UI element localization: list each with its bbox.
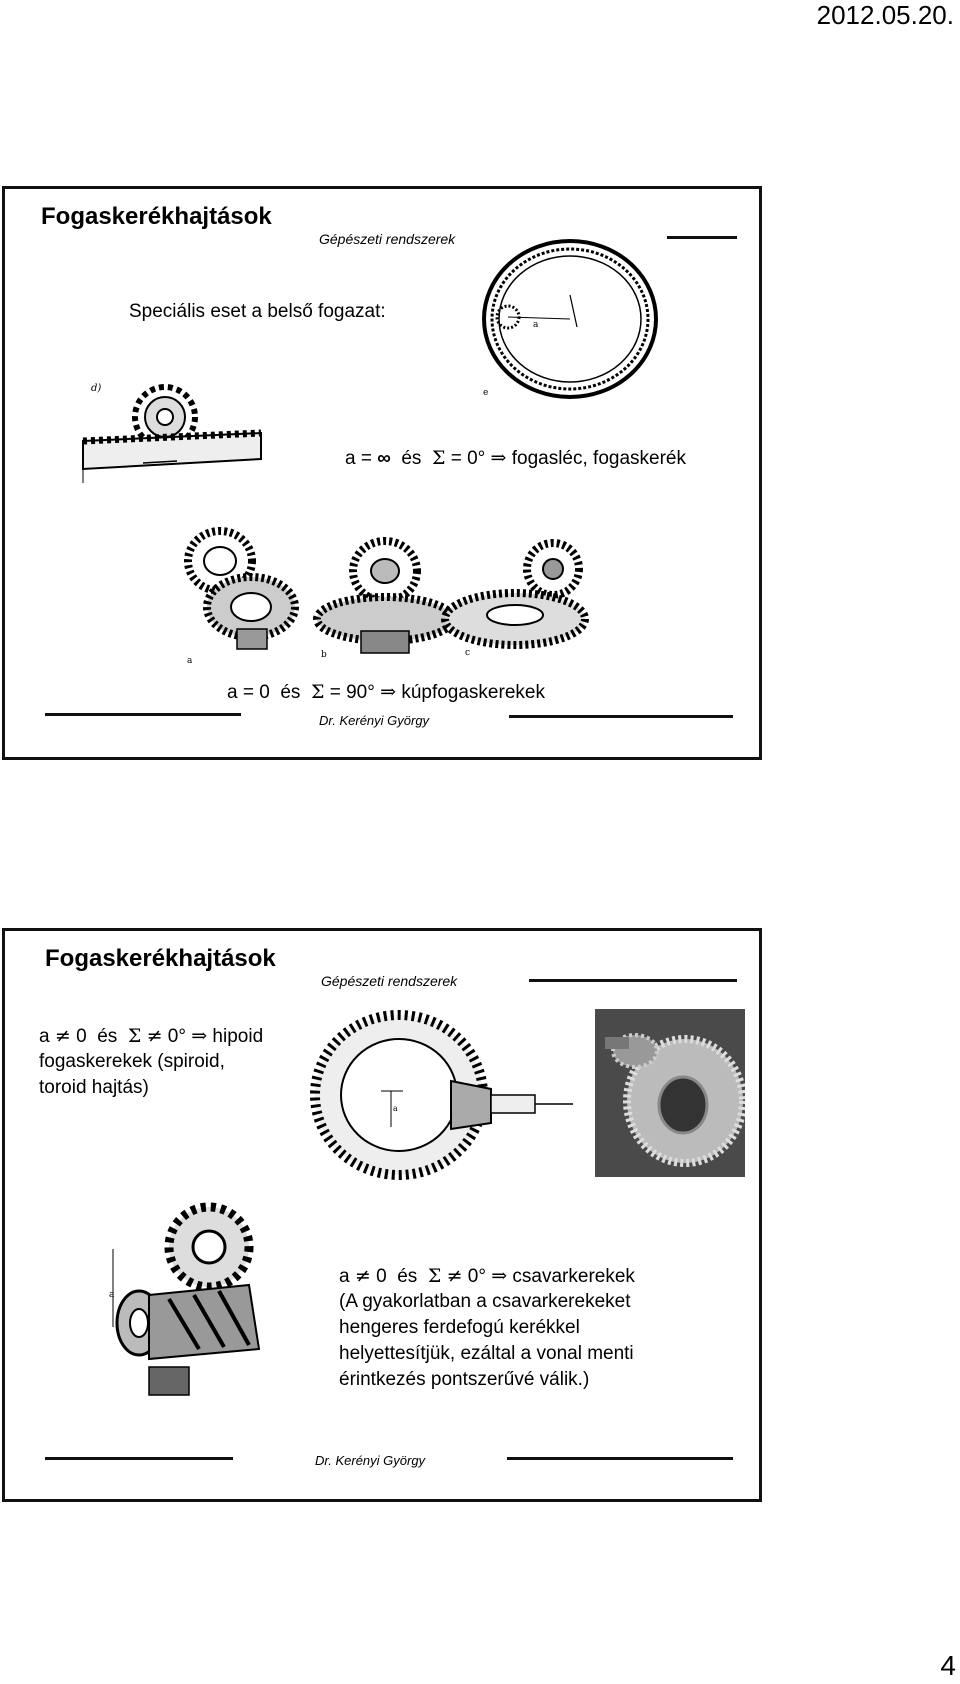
internal-ring-gear-figure	[475, 235, 660, 400]
footer-rule-left	[45, 1457, 233, 1460]
infinity-symbol: ∞	[377, 448, 391, 469]
hypoid-equation: a ≠ 0 és Σ ≠ 0° ⇒ hipoid	[39, 1025, 264, 1047]
not-equal-symbol: ≠	[446, 1265, 463, 1287]
fig-label-d: d)	[91, 383, 102, 394]
dim-label: a	[533, 320, 539, 330]
page-number: 4	[940, 1650, 956, 1681]
footer-rule-right	[507, 1457, 733, 1460]
bevel-equation: a = 0 és Σ = 90° ⇒ kúpfogaskerekek	[227, 681, 545, 703]
fig-label-c: c	[465, 648, 471, 658]
hypoid-gear-photo	[595, 1009, 745, 1177]
not-equal-symbol: ≠	[146, 1025, 163, 1047]
not-equal-symbol: ≠	[54, 1025, 71, 1047]
hypoid-text-line3: toroid hajtás)	[39, 1077, 149, 1098]
footer-rule-left	[45, 713, 241, 716]
hypoid-gear-figure	[311, 1011, 581, 1191]
crossed-text-line4: helyettesítjük, ezáltal a vonal menti	[339, 1343, 634, 1364]
implies-arrow-icon: ⇒	[490, 447, 507, 469]
fig-label-b: b	[321, 650, 327, 660]
internal-gearing-heading: Speciális eset a belső fogazat:	[129, 301, 386, 322]
crossed-text-line2: (A gyakorlatban a csavarkerekeket	[339, 1291, 631, 1312]
slide-subtitle: Gépészeti rendszerek	[321, 973, 458, 989]
implies-arrow-icon: ⇒	[380, 681, 397, 703]
slide-internal-gearing	[2, 186, 762, 760]
implies-arrow-icon: ⇒	[191, 1025, 208, 1047]
sigma-symbol: Σ	[311, 681, 325, 703]
crossed-gear-equation: a ≠ 0 és Σ ≠ 0° ⇒ csavarkerekek	[339, 1265, 635, 1287]
sigma-symbol: Σ	[127, 1025, 142, 1047]
sigma-symbol: Σ	[427, 1265, 442, 1287]
sigma-symbol: Σ	[431, 447, 446, 469]
rack-and-pinion-figure	[73, 379, 273, 489]
slide-title: Fogaskerékhajtások	[45, 945, 276, 972]
header-rule	[667, 236, 737, 239]
slide-subtitle: Gépészeti rendszerek	[319, 231, 456, 247]
dim-label: a	[393, 1104, 398, 1113]
crossed-text-line5: érintkezés pontszerűvé válik.)	[339, 1369, 590, 1390]
fig-label-e: e	[483, 388, 489, 398]
hypoid-photo-drawing	[595, 1009, 745, 1177]
dim-label: a	[109, 1290, 115, 1300]
slide-author: Dr. Kerényi György	[319, 713, 430, 728]
slide-author: Dr. Kerényi György	[315, 1453, 426, 1468]
rack-equation: a = ∞ és Σ = 0° ⇒ fogasléc, fogaskerék	[345, 447, 686, 469]
fig-label-a: a	[187, 656, 193, 666]
crossed-text-line3: hengeres ferdefogú kerékkel	[339, 1317, 580, 1338]
hypoid-text-line2: fogaskerekek (spiroid,	[39, 1051, 225, 1072]
print-date: 2012.05.20.	[816, 0, 954, 30]
implies-arrow-icon: ⇒	[491, 1265, 508, 1287]
slide-hypoid-crossed-gears	[2, 928, 762, 1502]
slide-title: Fogaskerékhajtások	[41, 203, 272, 230]
bevel-gears-figure	[175, 519, 595, 669]
crossed-helical-gears-figure	[109, 1199, 279, 1399]
not-equal-symbol: ≠	[354, 1265, 371, 1287]
header-rule	[529, 979, 737, 982]
footer-rule-right	[509, 715, 733, 718]
